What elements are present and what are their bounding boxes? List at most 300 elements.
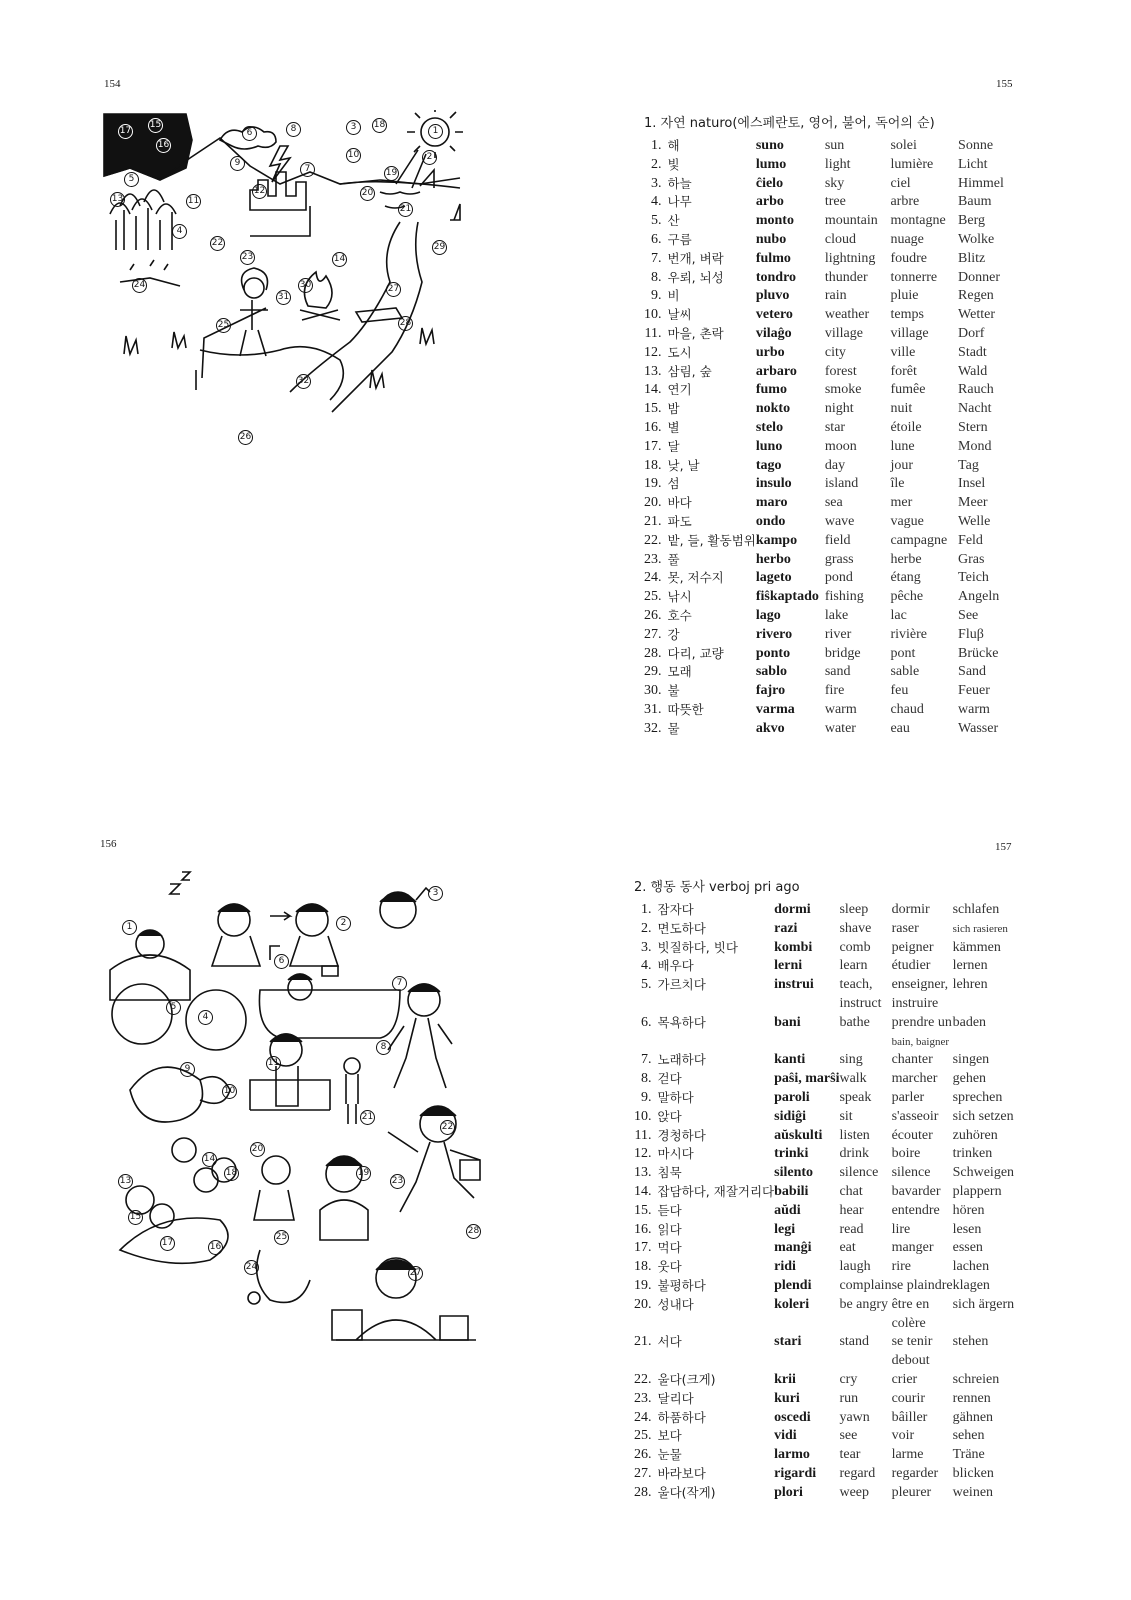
cell-text: sky [824, 175, 845, 191]
cell-eo [756, 306, 825, 325]
cell-text: 10. [644, 307, 662, 323]
marker: 9 [180, 1062, 195, 1077]
marker: 5 [124, 172, 139, 187]
cell-text: essen [952, 1240, 983, 1256]
cell-ko [668, 682, 756, 701]
cell-num [634, 1446, 658, 1465]
cell-num [644, 325, 668, 344]
cell-num [634, 1070, 658, 1089]
marker: 6 [242, 126, 257, 141]
cell-text: étang [890, 570, 921, 586]
cell-ko [668, 400, 756, 419]
cell-text: 24. [634, 1409, 652, 1425]
cell-text: Donner [958, 269, 1001, 285]
cell-fr [892, 1108, 953, 1127]
cell-en [825, 250, 891, 269]
cell-text: 29. [644, 664, 662, 680]
cell-num [644, 381, 668, 400]
cell-text: 13. [634, 1165, 652, 1181]
cell-text: kampo [755, 532, 798, 548]
verb-markers [100, 870, 500, 1370]
cell-text: cloud [824, 231, 856, 247]
cell-num [644, 175, 668, 194]
cell-fr [890, 569, 958, 588]
marker: 20 [360, 186, 375, 201]
cell-num [644, 663, 668, 682]
cell-text: courir [891, 1390, 926, 1406]
cell-text: pluie [890, 288, 919, 304]
marker: 29 [432, 240, 447, 255]
cell-num [644, 269, 668, 288]
cell-text: tear [839, 1447, 861, 1463]
cell-de [953, 1277, 1015, 1296]
cell-text: river [824, 626, 852, 642]
cell-de [958, 287, 1014, 306]
cell-text: village [824, 325, 863, 341]
cell-text: lumo [755, 156, 787, 172]
cell-en [839, 1014, 891, 1052]
vocab-row [634, 1014, 1014, 1052]
cell-eo [756, 645, 825, 664]
vocab-row [644, 175, 1014, 194]
marker: 20 [250, 1142, 265, 1157]
cell-text: Blitz [958, 250, 986, 266]
cell-eo [774, 1484, 839, 1503]
cell-text: 우뢰, 뇌성 [667, 269, 724, 285]
cell-text: Nacht [958, 401, 992, 417]
cell-text: dormi [774, 902, 811, 917]
cell-fr [890, 212, 958, 231]
cell-eo [774, 1127, 839, 1146]
cell-text-continued: instruire [891, 995, 939, 1011]
cell-num [634, 976, 658, 1014]
cell-ko [668, 494, 756, 513]
cell-text: night [824, 401, 854, 417]
cell-ko [658, 1409, 775, 1428]
cell-text: schreien [952, 1371, 1000, 1387]
cell-fr [892, 901, 953, 920]
cell-text: nokto [755, 401, 791, 417]
cell-fr [890, 156, 958, 175]
cell-de [953, 1296, 1015, 1334]
cell-de [958, 551, 1014, 570]
cell-text: Regen [958, 288, 994, 304]
cell-ko [668, 438, 756, 457]
vocab-row [634, 1390, 1014, 1409]
marker: 16 [208, 1240, 223, 1255]
cell-text-continued: debout [891, 1353, 930, 1369]
vocab-row [644, 532, 1014, 551]
cell-fr [892, 1070, 953, 1089]
cell-text: 비 [667, 288, 680, 304]
cell-de [958, 588, 1014, 607]
cell-eo [774, 1164, 839, 1183]
cell-text: grass [824, 551, 854, 567]
cell-num [634, 1390, 658, 1409]
cell-text: 목욕하다 [657, 1014, 706, 1030]
cell-ko [658, 901, 775, 920]
marker: 21 [360, 1110, 375, 1125]
cell-text: 12. [644, 344, 662, 360]
cell-text: 2. [651, 156, 662, 172]
vocab-row [634, 1164, 1014, 1183]
cell-num [644, 212, 668, 231]
cell-ko [668, 513, 756, 532]
cell-text: se tenir [891, 1334, 933, 1350]
cell-en [825, 269, 891, 288]
cell-text: 못, 저수지 [667, 570, 724, 586]
cell-fr [892, 1484, 953, 1503]
cell-text: 하늘 [667, 175, 692, 191]
cell-text: regard [839, 1465, 876, 1481]
cell-num [644, 513, 668, 532]
cell-ko [668, 269, 756, 288]
cell-text: solei [890, 138, 917, 153]
cell-num [644, 137, 668, 156]
cell-text: prendre un [891, 1014, 952, 1030]
cell-text: 27. [634, 1465, 652, 1481]
cell-text: 14. [634, 1183, 652, 1199]
cell-en [839, 1202, 891, 1221]
cell-text: 별 [667, 419, 680, 435]
marker: 17 [160, 1236, 175, 1251]
cell-de [958, 569, 1014, 588]
cell-en [825, 457, 891, 476]
marker: 15 [148, 118, 163, 133]
cell-fr [890, 306, 958, 325]
cell-text: 10. [634, 1108, 652, 1124]
cell-text: lago [755, 607, 781, 623]
cell-en [839, 1127, 891, 1146]
cell-de [953, 1409, 1015, 1428]
cell-eo [774, 1014, 839, 1052]
cell-ko [668, 212, 756, 231]
vocab-row [644, 156, 1014, 175]
cell-text: suno [755, 138, 784, 153]
vocab-row [644, 269, 1014, 288]
cell-num [634, 1014, 658, 1052]
marker: 12 [252, 184, 267, 199]
cell-text: 8. [651, 269, 662, 285]
cell-text: lightning [824, 250, 876, 266]
cell-text: Fluβ [958, 626, 984, 642]
cell-text: see [839, 1428, 858, 1444]
cell-text: bathe [839, 1014, 870, 1030]
cell-text: sleep [839, 902, 869, 917]
cell-text: legi [774, 1221, 796, 1237]
cell-text: paŝi, marŝi [774, 1071, 840, 1087]
cell-ko [668, 532, 756, 551]
vocab-row [644, 551, 1014, 570]
cell-text: sidiĝi [774, 1108, 807, 1124]
cell-fr [890, 438, 958, 457]
cell-ko [658, 1127, 775, 1146]
cell-de [958, 363, 1014, 382]
cell-num [634, 1296, 658, 1334]
cell-text: 잠자다 [657, 902, 694, 917]
cell-text: Brücke [958, 645, 999, 661]
cell-ko [668, 306, 756, 325]
cell-text: larme [891, 1447, 924, 1463]
cell-ko [658, 1333, 775, 1371]
cell-fr [892, 1089, 953, 1108]
cell-fr [890, 231, 958, 250]
vocab-row [644, 419, 1014, 438]
section-title: 2. 행동 동사 verboj pri ago [634, 880, 800, 895]
cell-eo [756, 137, 825, 156]
cell-text: rennen [952, 1390, 991, 1406]
cell-text: blicken [952, 1465, 994, 1481]
cell-de [953, 920, 1015, 939]
cell-de [953, 976, 1015, 1014]
vocab-row [644, 250, 1014, 269]
cell-num [634, 1202, 658, 1221]
cell-text: weep [839, 1484, 870, 1500]
cell-text: 마시다 [657, 1146, 694, 1162]
vocab-row [634, 939, 1014, 958]
cell-text: 날씨 [667, 307, 692, 323]
cell-en [825, 325, 891, 344]
cell-text: 26. [644, 607, 662, 623]
cell-fr [890, 663, 958, 682]
cell-fr [892, 1239, 953, 1258]
cell-text: teach, [839, 977, 873, 993]
cell-text: silence [839, 1165, 879, 1181]
cell-text: 성내다 [657, 1296, 694, 1312]
cell-text: 파도 [667, 513, 692, 529]
cell-eo [774, 939, 839, 958]
marker: 17 [118, 124, 133, 139]
vocab-row [644, 438, 1014, 457]
vocab-row [644, 287, 1014, 306]
cell-text: sand [824, 664, 851, 680]
cell-text: 도시 [667, 344, 692, 360]
vocab-row [644, 701, 1014, 720]
vocab-row [644, 475, 1014, 494]
cell-eo [756, 494, 825, 513]
cell-num [634, 1145, 658, 1164]
cell-ko [658, 1108, 775, 1127]
cell-text: weinen [952, 1484, 994, 1500]
cell-text: See [958, 607, 979, 623]
cell-text: 16. [634, 1221, 652, 1237]
cell-de [958, 607, 1014, 626]
cell-text: forest [824, 363, 857, 379]
cell-text: be angry [839, 1296, 889, 1312]
cell-de [958, 663, 1014, 682]
cell-ko [668, 720, 756, 739]
marker: 24 [132, 278, 147, 293]
cell-text: 경청하다 [657, 1127, 706, 1143]
cell-num [644, 682, 668, 701]
cell-text: Welle [958, 513, 991, 529]
cell-en [839, 1164, 891, 1183]
cell-text: silento [774, 1165, 814, 1181]
cell-ko [658, 1446, 775, 1465]
cell-text: nubo [755, 231, 787, 247]
cell-text: 6. [641, 1014, 652, 1030]
cell-text: 섬 [667, 476, 680, 492]
cell-ko [668, 193, 756, 212]
cell-text: sprechen [952, 1089, 1003, 1105]
cell-eo [756, 457, 825, 476]
cell-text: aŭdi [774, 1202, 801, 1218]
cell-text: maro [755, 495, 788, 511]
cell-eo [756, 400, 825, 419]
cell-de [953, 1089, 1015, 1108]
cell-text: 20. [644, 495, 662, 511]
cell-ko [668, 156, 756, 175]
cell-eo [756, 325, 825, 344]
cell-en [839, 1051, 891, 1070]
cell-text: Dorf [958, 325, 985, 341]
cell-text: chanter [891, 1052, 933, 1068]
cell-ko [658, 1390, 775, 1409]
cell-text: 7. [651, 250, 662, 266]
vocab-row [644, 588, 1014, 607]
cell-de [958, 626, 1014, 645]
cell-text: mer [890, 495, 913, 511]
cell-text: hören [952, 1202, 985, 1218]
cell-text: lake [824, 607, 849, 623]
cell-text: 15. [634, 1202, 652, 1218]
vocab-row [644, 381, 1014, 400]
cell-text: lageto [755, 570, 792, 586]
marker: 28 [466, 1224, 481, 1239]
marker: 3 [346, 120, 361, 135]
cell-text: 22. [634, 1371, 652, 1387]
cell-en [825, 682, 891, 701]
cell-ko [668, 475, 756, 494]
cell-text: peigner [891, 939, 934, 955]
cell-fr [890, 287, 958, 306]
vocab-row [634, 1296, 1014, 1334]
cell-num [644, 344, 668, 363]
cell-text: 앉다 [657, 1108, 682, 1124]
cell-text: 번개, 벼락 [667, 250, 724, 266]
cell-fr [890, 607, 958, 626]
cell-text: ciel [890, 175, 911, 191]
vocab-row [644, 494, 1014, 513]
cell-ko [658, 1145, 775, 1164]
cell-text: 삼림, 숲 [667, 363, 712, 379]
cell-text: ĉielo [755, 175, 784, 191]
cell-text: ponto [755, 645, 791, 661]
cell-text: Licht [958, 156, 988, 172]
cell-text: lumière [890, 156, 934, 172]
cell-text: 30. [644, 683, 662, 699]
cell-text: chaud [890, 701, 924, 717]
cell-ko [668, 569, 756, 588]
cell-eo [774, 957, 839, 976]
cell-text: 5. [641, 977, 652, 993]
cell-ko [658, 1221, 775, 1240]
vocab-row [644, 457, 1014, 476]
vocab-row [634, 957, 1014, 976]
cell-fr [892, 1427, 953, 1446]
cell-eo [756, 701, 825, 720]
marker: 5 [166, 1000, 181, 1015]
cell-en [839, 1333, 891, 1371]
cell-text: 물 [667, 720, 680, 736]
cell-fr [890, 532, 958, 551]
cell-text: kombi [774, 939, 813, 955]
cell-eo [756, 607, 825, 626]
cell-en [839, 1145, 891, 1164]
cell-text: 32. [644, 720, 662, 736]
cell-num [644, 701, 668, 720]
cell-en [825, 193, 891, 212]
cell-eo [774, 1221, 839, 1240]
cell-num [644, 400, 668, 419]
cell-en [839, 1484, 891, 1503]
cell-ko [668, 607, 756, 626]
cell-text: 26. [634, 1447, 652, 1463]
cell-text: 5. [651, 213, 662, 229]
cell-de [953, 1014, 1015, 1052]
cell-de [953, 1108, 1015, 1127]
cell-text: weather [824, 307, 870, 323]
cell-eo [756, 720, 825, 739]
cell-ko [658, 1070, 775, 1089]
cell-num [644, 588, 668, 607]
cell-text: 따뜻한 [667, 701, 704, 717]
cell-en [825, 344, 891, 363]
cell-text: ridi [774, 1259, 796, 1275]
cell-fr [890, 701, 958, 720]
cell-text: Gras [958, 551, 985, 567]
cell-text: 듣다 [657, 1202, 682, 1218]
cell-text: crier [891, 1371, 918, 1387]
cell-de [958, 645, 1014, 664]
cell-ko [658, 1202, 775, 1221]
cell-text: raser [891, 920, 919, 936]
cell-text: sea [824, 495, 843, 511]
cell-eo [756, 175, 825, 194]
vocab-row [644, 137, 1014, 156]
vocab-row [644, 400, 1014, 419]
cell-num [644, 569, 668, 588]
cell-text: 19. [634, 1277, 652, 1293]
cell-de [958, 475, 1014, 494]
cell-en [839, 1183, 891, 1202]
cell-text: mountain [824, 213, 878, 229]
vocab-row [644, 306, 1014, 325]
cell-text: Sonne [958, 138, 994, 153]
cell-text: ville [890, 344, 916, 360]
cell-text: Wasser [958, 720, 999, 736]
cell-text: feu [890, 683, 909, 699]
cell-num [644, 287, 668, 306]
cell-fr [892, 1127, 953, 1146]
cell-de [953, 1484, 1015, 1503]
cell-de [958, 250, 1014, 269]
cell-fr [892, 1145, 953, 1164]
cell-text: sehen [952, 1428, 985, 1444]
cell-text: 23. [644, 551, 662, 567]
cell-text: oscedi [774, 1409, 811, 1425]
cell-text: run [839, 1390, 859, 1406]
cell-text: trinken [952, 1146, 993, 1162]
cell-en [839, 1221, 891, 1240]
cell-fr [890, 645, 958, 664]
marker: 23 [240, 250, 255, 265]
cell-text: 달리다 [657, 1390, 694, 1406]
cell-fr [892, 1277, 953, 1296]
cell-text: Träne [952, 1447, 985, 1463]
cell-en [825, 701, 891, 720]
cell-text: 22. [644, 532, 662, 548]
